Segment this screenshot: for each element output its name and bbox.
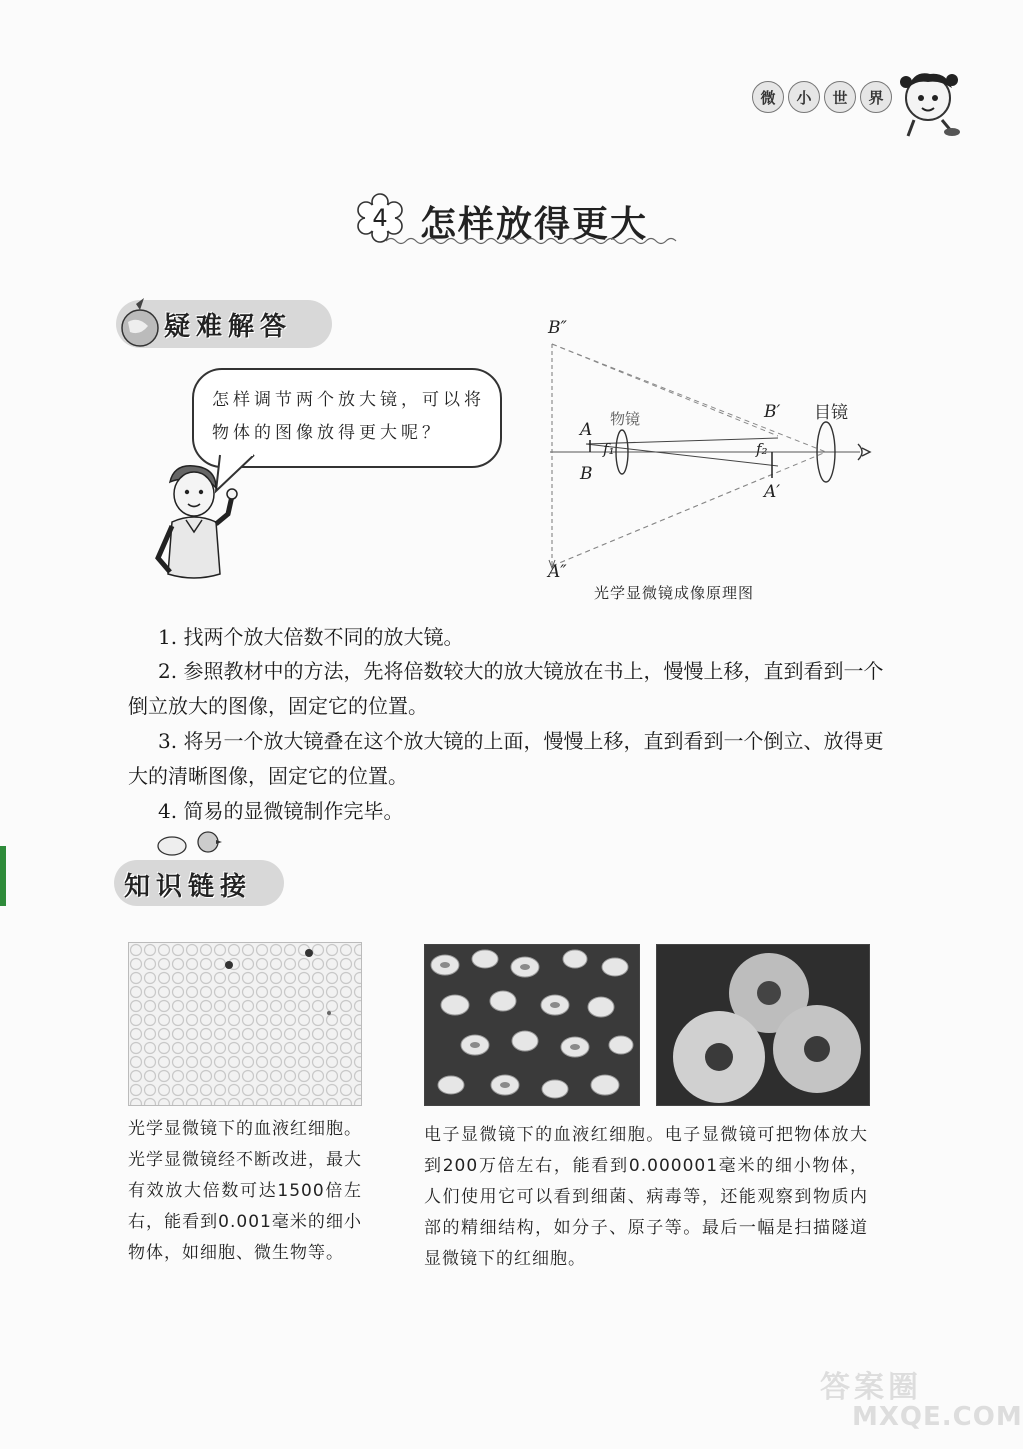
caption-optical: 光学显微镜下的血液红细胞。光学显微镜经不断改进，最大有效放大倍数可达1500倍左右，能看到0.001毫米的细小物体，如细胞、微生物等。 [128, 1119, 362, 1263]
lesson-number: 4 [372, 204, 388, 232]
step-4: 4. 简易的显微镜制作完毕。 [158, 799, 404, 823]
header-badge-char: 小 [788, 81, 820, 113]
label-b-prime: B′ [764, 402, 781, 422]
lesson-number-badge [356, 194, 404, 242]
section-heading-text: 知识链接 [124, 871, 253, 902]
label-f1: f₁ [603, 440, 615, 458]
diagram-caption: 光学显微镜成像原理图 [594, 584, 755, 602]
label-b: B [580, 464, 593, 484]
header-badge-char: 世 [824, 81, 856, 113]
header-badge [752, 78, 902, 116]
title-underline-wave [386, 236, 676, 246]
speech-bubble-text: 怎样调节两个放大镜，可以将物体的图像放得更大呢？ [212, 390, 485, 443]
header-badge-char: 界 [860, 81, 892, 113]
label-a-prime: A′ [764, 482, 781, 502]
step-3: 3. 将另一个放大镜叠在这个放大镜的上面，慢慢上移，直到看到一个倒立、放得更大的清晰图像，固定它的位置。 [128, 729, 884, 788]
birds-icon [154, 826, 224, 860]
watermark-logo: 答案圈 [820, 1370, 922, 1405]
label-f2: f₂ [756, 440, 768, 458]
label-a-double-prime: A″ [548, 562, 567, 582]
label-eyepiece: 目镜 [814, 403, 848, 423]
electron-microscope-photo [424, 944, 640, 1106]
label-b-double-prime: B″ [548, 318, 567, 338]
label-a: A [580, 420, 593, 440]
section-heading-text: 疑难解答 [164, 311, 293, 342]
globe-icon [118, 296, 162, 352]
boy-illustration [150, 462, 242, 586]
section-heading-qa [116, 296, 336, 352]
step-2: 2. 参照教材中的方法，先将倍数较大的放大镜放在书上，慢慢上移，直到看到一个倒立放大的图像，固定它的位置。 [128, 659, 884, 718]
mascot-illustration [894, 66, 964, 138]
microscope-optics-diagram [540, 316, 880, 606]
lesson-title-text: 怎样放得更大 [420, 204, 649, 245]
header-badge-char: 微 [752, 81, 784, 113]
watermark-url: MXQE.COM [852, 1402, 1023, 1432]
lesson-title [356, 184, 676, 254]
section-heading-knowledge [114, 852, 294, 908]
label-objective-lens: 物镜 [610, 410, 641, 428]
step-1: 1. 找两个放大倍数不同的放大镜。 [158, 625, 464, 649]
optical-microscope-photo [128, 942, 362, 1106]
margin-mark [0, 846, 6, 906]
caption-electron: 电子显微镜下的血液红细胞。电子显微镜可把物体放大到200万倍左右，能看到0.000001毫米的细小物体，人们使用它可以看到细菌、病毒等，还能观察到物质内部的精细结构，如分子、原子等。最后一幅是扫描隧道显微镜下的红细胞。 [424, 1125, 868, 1269]
scanning-tunneling-microscope-photo [656, 944, 870, 1106]
